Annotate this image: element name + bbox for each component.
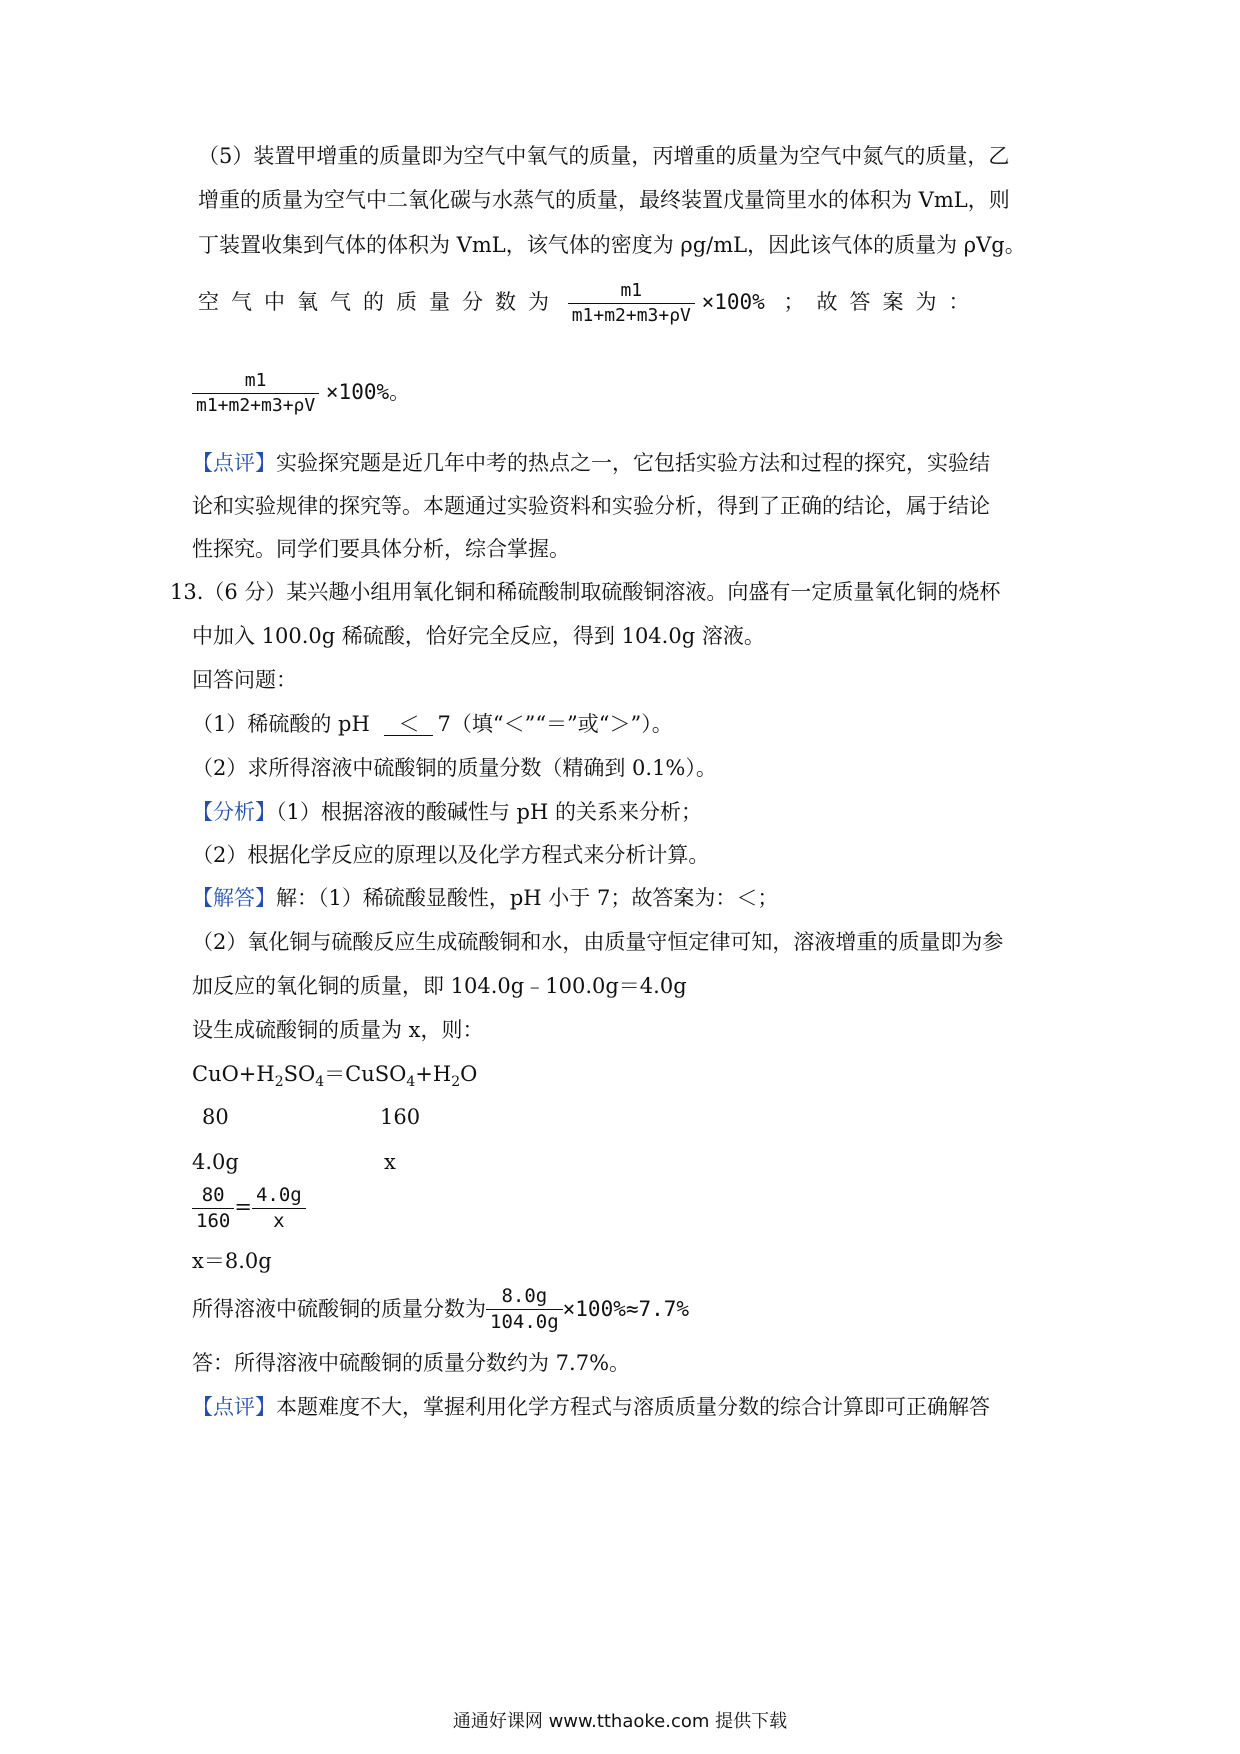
solution-line3: 加反应的氧化铜的质量，即 104.0g﹣100.0g＝4.0g: [192, 974, 687, 998]
mass-fraction-line: [192, 1287, 689, 1332]
page-footer: 通通好课网 www.tthaoke.com 提供下载: [452, 1711, 788, 1732]
para5-line2: 增重的质量为空气中二氧化碳与水蒸气的质量，最终装置戊量筒里水的体积为 VmL，则: [198, 188, 1010, 212]
mass-fraction-den: 104.0g: [490, 1311, 559, 1333]
solution-line2: （2）氧化铜与硫酸反应生成硫酸铜和水，由质量守恒定律可知，溶液增重的质量即为参: [192, 930, 1004, 954]
ratio-equation: [192, 1186, 306, 1231]
q13-sub1-suffix: 7（填“＜”“＝”或“＞”）。: [437, 712, 673, 736]
x-result: x＝8.0g: [192, 1249, 272, 1273]
ratio-num-1: 80: [192, 1186, 234, 1209]
para5-answer-line: [192, 372, 410, 415]
ratio-den-2: x: [273, 1210, 285, 1232]
comment1-text1: 实验探究题是近几年中考的热点之一，它包括实验方法和过程的探究，实验结: [276, 451, 990, 475]
molar-mass-left: 80: [202, 1105, 229, 1129]
final-answer: 答：所得溶液中硫酸铜的质量分数约为 7.7%。: [192, 1351, 631, 1375]
answer-numerator: m1: [192, 372, 319, 394]
comment1-line1: [192, 453, 990, 474]
comment1-line3: 性探究。同学们要具体分析，综合掌握。: [192, 537, 570, 561]
mass-fraction-prefix: 所得溶液中硫酸铜的质量分数为: [192, 1297, 486, 1321]
q13-line2: 中加入 100.0g 稀硫酸，恰好完全反应，得到 104.0g 溶液。: [192, 624, 765, 648]
ratio-fraction-2: [252, 1186, 306, 1231]
eq-part: CuO+H: [192, 1062, 275, 1086]
solution-line4: 设生成硫酸铜的质量为 x，则：: [192, 1018, 484, 1042]
comment2-text1: 本题难度不大，掌握利用化学方程式与溶质质量分数的综合计算即可正确解答: [276, 1395, 990, 1419]
mass-fraction: [486, 1287, 563, 1332]
solution-text1: 解：（1）稀硫酸显酸性，pH 小于 7；故答案为：＜；: [276, 886, 779, 910]
fraction-numerator: m1: [568, 282, 695, 304]
eq-part: O: [460, 1062, 478, 1086]
mass-fraction-suffix: ×100%≈7.7%: [562, 1297, 690, 1321]
q13-sub1-prefix: （1）稀硫酸的 pH: [192, 712, 370, 736]
eq-subscript: 2: [451, 1074, 461, 1091]
q13-line3: 回答问题：: [192, 668, 297, 692]
q13-sub1: [192, 714, 673, 736]
para5-line3: 丁装置收集到气体的体积为 VmL，该气体的密度为 ρg/mL，因此该气体的质量为 ρVg。: [198, 233, 1026, 257]
mass-left: 4.0g: [192, 1150, 239, 1174]
ratio-fraction-1: [192, 1186, 234, 1231]
para5-suffix: ；故答案为：: [783, 290, 982, 314]
analysis-line2: （2）根据化学反应的原理以及化学方程式来分析计算。: [192, 843, 710, 867]
eq-subscript: 2: [274, 1074, 284, 1091]
para5-formula-line: [198, 282, 982, 325]
eq-part: SO: [283, 1062, 316, 1086]
comment2-line1: [192, 1397, 990, 1418]
eq-subscript: 4: [406, 1074, 416, 1091]
ratio-num-2: 4.0g: [252, 1186, 306, 1209]
solution-line1: [192, 888, 778, 909]
fraction-denominator: m1+m2+m3+ρV: [571, 305, 691, 326]
oxygen-fraction: [568, 282, 695, 325]
comment1-line2: 论和实验规律的探究等。本题通过实验资料和实验分析，得到了正确的结论，属于结论: [192, 494, 990, 518]
para5-line1: （5）装置甲增重的质量即为空气中氧气的质量，丙增重的质量为空气中氮气的质量，乙: [198, 144, 1010, 168]
times-100: ×100%: [701, 290, 765, 314]
q13-line1: 13.（6 分）某兴趣小组用氧化铜和稀硫酸制取硫酸铜溶液。向盛有一定质量氧化铜的烧杯: [170, 580, 1001, 604]
comment2-tag: 【点评】: [192, 1395, 276, 1419]
mass-right: x: [384, 1150, 396, 1174]
eq-part: ＝CuSO: [324, 1062, 407, 1086]
q13-sub1-answer-blank: ＜: [384, 714, 433, 736]
eq-part: +H: [415, 1062, 452, 1086]
comment1-tag: 【点评】: [192, 451, 276, 475]
ratio-den-1: 160: [196, 1210, 231, 1232]
answer-times-100: ×100%。: [325, 380, 411, 404]
answer-fraction: [192, 372, 319, 415]
q13-sub2: （2）求所得溶液中硫酸铜的质量分数（精确到 0.1%）。: [192, 756, 717, 780]
eq-subscript: 4: [315, 1074, 325, 1091]
mass-fraction-num: 8.0g: [486, 1287, 563, 1310]
analysis-line1: [192, 802, 702, 823]
ratio-equals: =: [234, 1195, 252, 1219]
para5-prefix: 空气中氧气的质量分数为: [198, 290, 561, 314]
answer-denominator: m1+m2+m3+ρV: [196, 395, 316, 416]
analysis-tag: 【分析】: [192, 800, 276, 824]
molar-mass-right: 160: [380, 1105, 421, 1129]
analysis-text1: （1）根据溶液的酸碱性与 pH 的关系来分析；: [276, 800, 702, 824]
solution-tag: 【解答】: [192, 886, 276, 910]
chemical-equation: [192, 1064, 477, 1089]
